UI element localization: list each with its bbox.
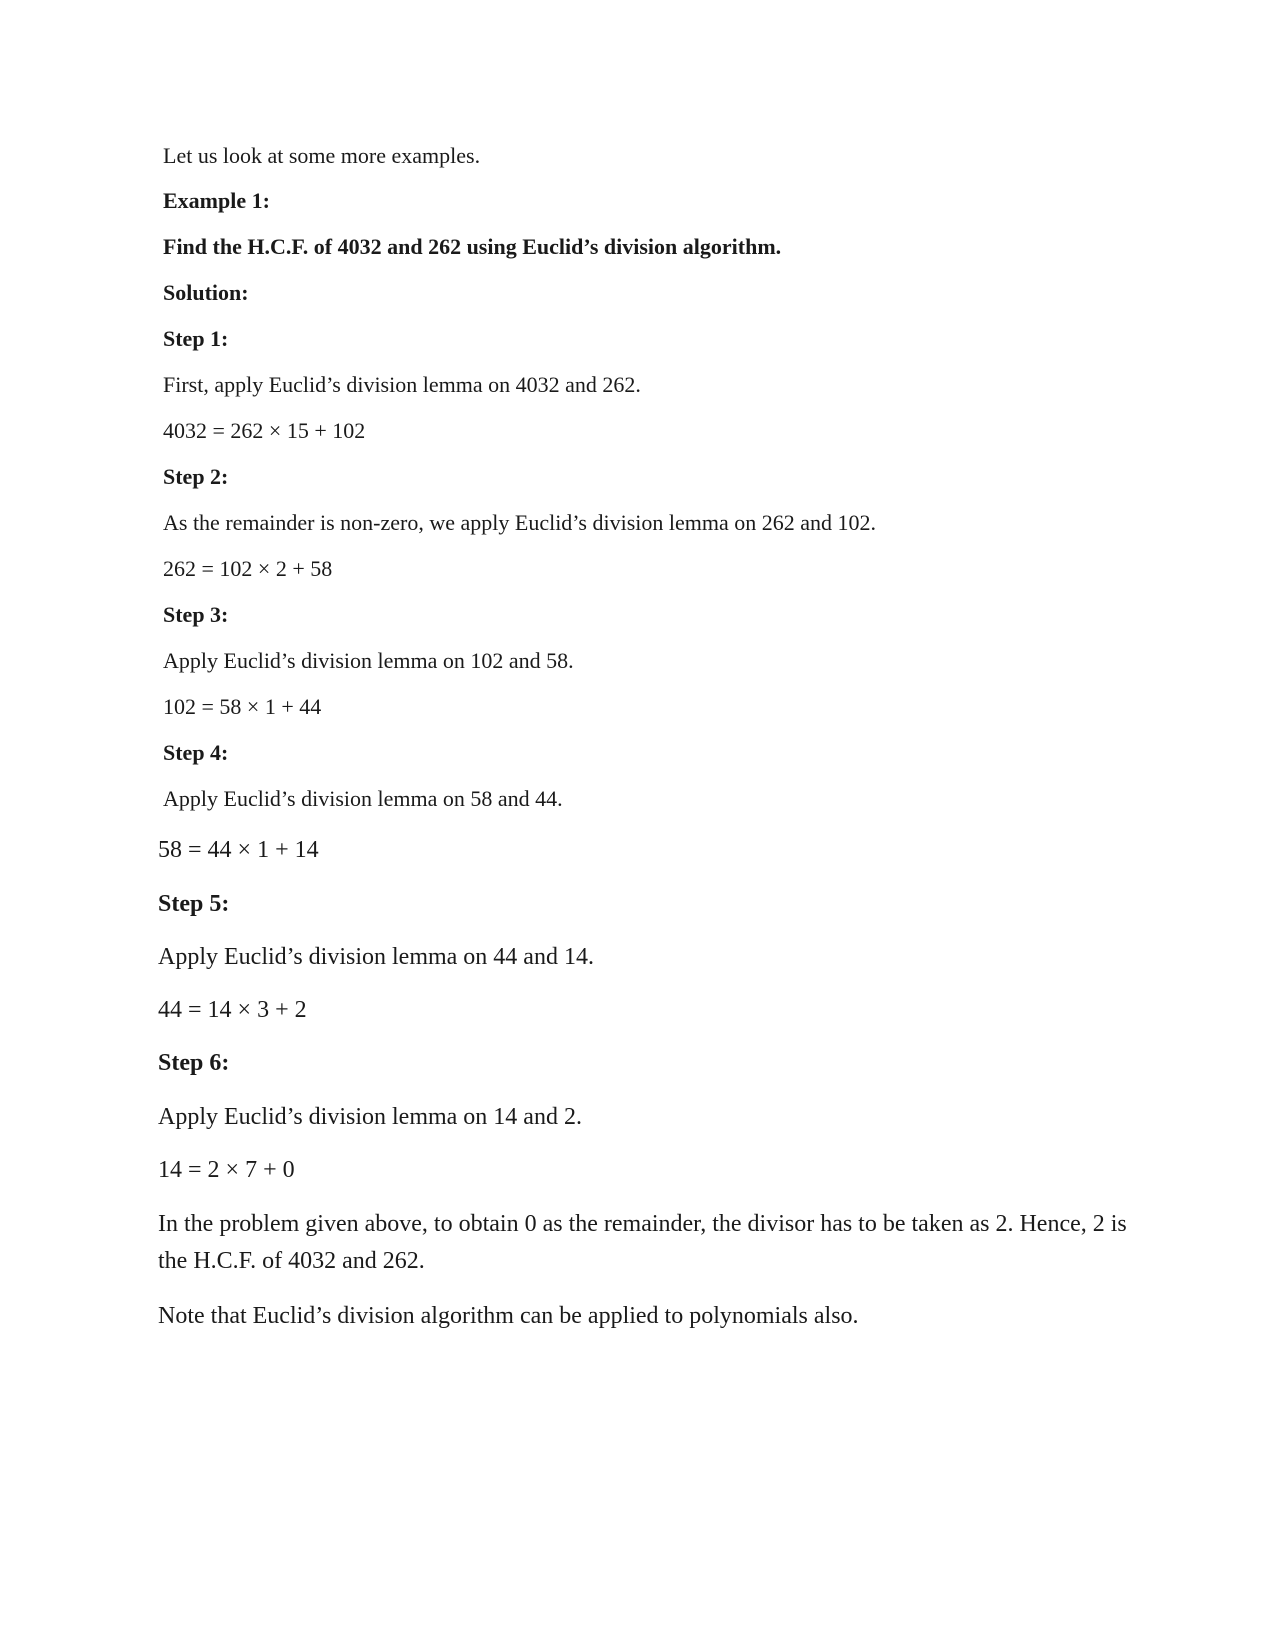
step-text: Apply Euclid’s division lemma on 14 and 2. [158,1104,582,1130]
step-equation: 4032 = 262 × 15 + 102 [163,418,366,443]
step-equation: 14 = 2 × 7 + 0 [158,1157,295,1183]
step-heading: Step 1: [163,326,229,351]
example-heading: Example 1: [163,188,270,213]
step-text: As the remainder is non-zero, we apply Euclid’s division lemma on 262 and 102. [163,510,877,535]
step-text: Apply Euclid’s division lemma on 102 and 58. [163,648,574,673]
step-text: Apply Euclid’s division lemma on 58 and 44. [163,786,563,811]
step-heading: Step 4: [163,740,229,765]
step-heading: Step 6: [158,1050,230,1076]
intro-text: Let us look at some more examples. [163,143,481,168]
step-equation: 44 = 14 × 3 + 2 [158,997,307,1023]
step-equation: 262 = 102 × 2 + 58 [163,556,333,581]
problem-statement: Find the H.C.F. of 4032 and 262 using Euclid’s division algorithm. [163,234,782,259]
step-heading: Step 5: [158,891,230,917]
step-equation: 58 = 44 × 1 + 14 [158,837,319,863]
step-equation: 102 = 58 × 1 + 44 [163,694,322,719]
step-text: Apply Euclid’s division lemma on 44 and 14. [158,944,594,970]
conclusion-paragraph: In the problem given above, to obtain 0 as the remainder, the divisor has to be taken as 2. Hence, 2 is the H.C.F. of 4032 and 262. [158,1211,1127,1274]
note-text: Note that Euclid’s division algorithm can be applied to polynomials also. [158,1303,859,1329]
step-text: First, apply Euclid’s division lemma on 4032 and 262. [163,372,641,397]
step-heading: Step 2: [163,464,229,489]
solution-heading: Solution: [163,280,249,305]
step-heading: Step 3: [163,602,229,627]
